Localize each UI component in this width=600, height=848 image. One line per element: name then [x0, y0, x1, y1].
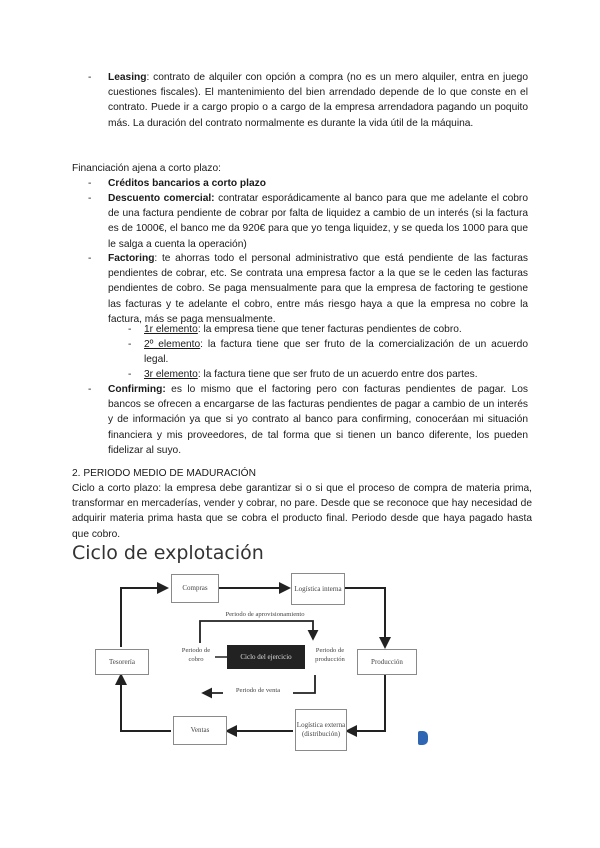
bullet-dash: - [88, 253, 92, 264]
bullet-dash: - [88, 193, 92, 204]
factoring-item [88, 251, 528, 327]
element-term: 1r elemento [144, 324, 198, 335]
leasing-item [88, 70, 528, 131]
bullet-dash: - [88, 178, 92, 189]
descuento-term: Descuento comercial: [108, 193, 215, 204]
factoring-element-3 [128, 367, 528, 382]
ciclo-ejercicio-box: Ciclo del ejercicio [227, 645, 305, 669]
descuento-item [88, 191, 528, 252]
produccion-box: Producción [357, 649, 417, 675]
element-text: : la factura tiene que ser fruto de la comercialización de un acuerdo legal. [144, 339, 528, 366]
periodo-produccion-label: Periodo de producción [315, 647, 345, 663]
leasing-term: Leasing [108, 72, 147, 83]
confirming-item [88, 382, 528, 458]
tesoreria-box: Tesorería [95, 649, 149, 675]
factoring-element-2 [128, 337, 528, 367]
element-term: 2º elemento [144, 339, 201, 350]
element-text: : la empresa tiene que tener facturas pendientes de cobro. [197, 324, 462, 335]
factoring-element-1 [128, 322, 528, 337]
compras-box: Compras [171, 574, 219, 603]
short-term-heading: Financiación ajena a corto plazo: [72, 163, 221, 174]
descuento-text: contratar esporádicamente al banco para que me adelante el cobro de una factura pendiente de cobrar por falta de liquidez a cambio de un interés (si la factura es de 1000€, el banco me da 920€ para que yo tenga liquidez, y se queda los 1000 para que le salga a cuenta la operación) [108, 193, 528, 250]
logistica-interna-box: Logística interna [291, 573, 345, 605]
factoring-text: : te ahorras todo el personal administrativo que está pendiente de las facturas pendientes de cobrar, etc. Se contrata una empresa factor a la que se le ceden las facturas pendientes de cobro. Se paga mensualmente para que la empresa de factoring te gestione las facturas y te adelante el cobro, entre más riesgo haya a que la empresa no cobre la factura, más se paga mensualmente. [108, 253, 528, 325]
bullet-dash: - [128, 369, 132, 380]
arrow-tesoreria-compras [121, 588, 167, 647]
creditos-item [88, 176, 528, 191]
section-text: Ciclo a corto plazo: la empresa debe garantizar si o si que el proceso de compra de materia prima, transformar en mercaderías, vender y cobrar, no pare. Desde que se reconoce que hay necesidad de adquirir materia prima hasta que se cobra el producto final. Periodo desde que haya pagado hasta que cobro. [72, 483, 532, 540]
logistica-externa-box: Logística externa (distribución) [295, 709, 347, 751]
section-heading: 2. PERIODO MEDIO DE MADURACIÓN [72, 468, 256, 479]
bullet-dash: - [88, 72, 92, 83]
periodo-venta-label: Periodo de venta [223, 687, 293, 696]
bookmark-icon [418, 731, 428, 745]
ventas-box: Ventas [173, 716, 227, 745]
element-text: : la factura tiene que ser fruto de un acuerdo entre dos partes. [197, 369, 478, 380]
bullet-dash: - [88, 384, 92, 395]
arrow-logistica-produccion [345, 588, 385, 647]
periodo-cobro-label: Periodo de cobro [181, 647, 211, 663]
bullet-dash: - [128, 339, 132, 350]
arrow-ventas-tesoreria [121, 675, 171, 731]
leasing-text: : contrato de alquiler con opción a compra (no es un mero alquiler, entra en juego cuestiones fiscales). El mantenimiento del bien arrendado depende de lo que conste en el contrato. Puede ir a cargo propio o a cargo de la empresa arrendadora pagando un poquito más. La duración del contrato normalmente es durante la vida útil de la máquina. [108, 72, 528, 129]
element-term: 3r elemento [144, 369, 198, 380]
confirming-text: es lo mismo que el factoring pero con facturas pendientes de pagar. Los bancos se ofrecen a encargarse de las facturas pendientes de pagar a cambio de un interés y de información ya que si yo contrato al banco para confirming, conoceráan mi situación financiera y mis proveedores, de tal forma que si tienen un banco diferente, los pueden fidelizar al suyo. [108, 384, 528, 456]
arrow-aprovisionamiento [200, 621, 313, 643]
arrow-produccion-logistica-ext [347, 675, 385, 731]
confirming-term: Confirming: [108, 384, 166, 395]
diagram-title: Ciclo de explotación [72, 542, 264, 564]
periodo-aprovisionamiento-label: Periodo de aprovisionamiento [225, 611, 305, 618]
cycle-diagram [95, 571, 435, 751]
creditos-term: Créditos bancarios a corto plazo [108, 178, 266, 189]
factoring-term: Factoring [108, 253, 155, 264]
bullet-dash: - [128, 324, 132, 335]
